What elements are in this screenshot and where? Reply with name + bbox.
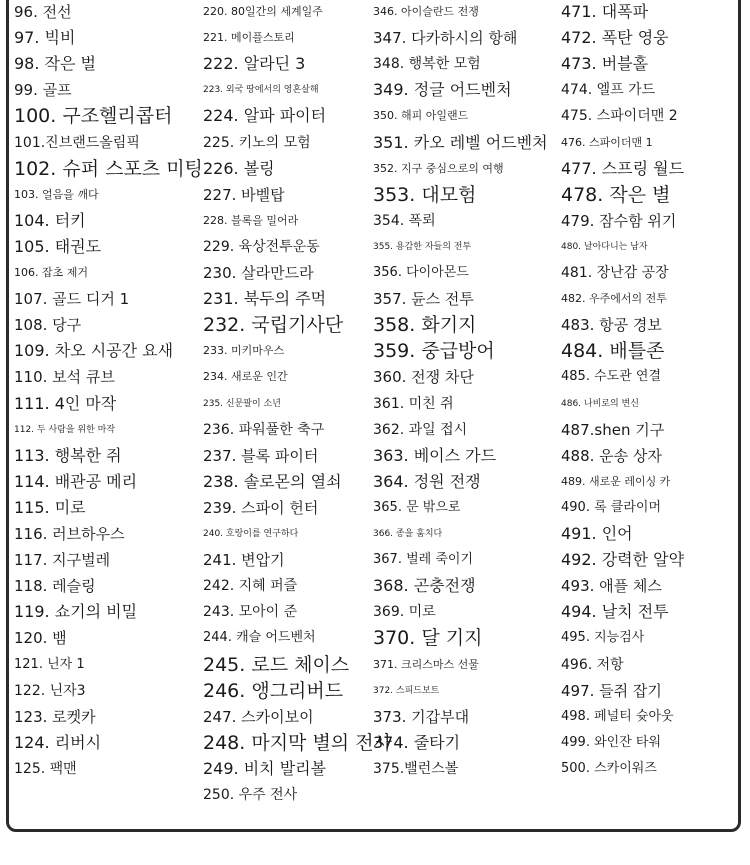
list-item: 365. 문 밖으로	[373, 499, 461, 515]
list-item: 231. 북두의 주먹	[203, 289, 327, 309]
list-item: 225. 키노의 모험	[203, 134, 311, 151]
list-item: 232. 국립기사단	[203, 314, 344, 337]
list-item: 102. 슈퍼 스포츠 미팅	[14, 157, 203, 180]
list-item: 348. 행복한 모험	[373, 56, 481, 73]
list-item: 487.shen 기구	[561, 420, 665, 439]
list-item: 483. 항공 경보	[561, 316, 662, 335]
list-item: 347. 다카하시의 항해	[373, 29, 518, 48]
list-item: 121. 닌자 1	[14, 656, 85, 672]
list-item: 249. 비치 발리볼	[203, 758, 327, 778]
list-item: 221. 메이플스토리	[203, 31, 295, 45]
list-item: 353. 대모험	[373, 183, 477, 206]
list-item: 112. 두 사람을 위한 마작	[14, 424, 116, 435]
list-item: 369. 미로	[373, 604, 436, 621]
list-item: 113. 행복한 쥐	[14, 445, 122, 465]
list-item: 499. 와인잔 타워	[561, 734, 662, 750]
list-item: 244. 캐슬 어드벤처	[203, 630, 316, 646]
list-item: 489. 새로운 레이싱 카	[561, 474, 671, 488]
list-item: 477. 스프링 월드	[561, 158, 685, 178]
list-item: 247. 스카이보이	[203, 707, 314, 726]
list-item: 108. 당구	[14, 316, 82, 335]
list-item: 227. 바벨탑	[203, 185, 285, 204]
list-item: 109. 차오 시공간 요새	[14, 341, 174, 361]
list-item: 122. 닌자3	[14, 682, 86, 699]
list-item: 118. 레슬링	[14, 577, 96, 596]
list-item: 250. 우주 전사	[203, 787, 298, 803]
list-item: 490. 록 클라이머	[561, 499, 662, 515]
list-item: 248. 마지막 별의 전사	[203, 731, 392, 754]
list-item: 99. 골프	[14, 81, 72, 100]
list-item: 474. 엘프 가드	[561, 82, 656, 99]
list-item: 246. 앵그리버드	[203, 679, 344, 702]
list-item: 115. 미로	[14, 497, 86, 517]
list-item: 120. 뱀	[14, 629, 67, 648]
list-item: 101.진브랜드올림픽	[14, 134, 140, 151]
list-item: 228. 블록을 밀어라	[203, 213, 299, 227]
list-item: 367. 벌레 죽이기	[373, 552, 474, 568]
list-item: 371. 크리스마스 선물	[373, 657, 479, 671]
list-item: 230. 살라만드라	[203, 264, 314, 282]
list-item: 356. 다이아몬드	[373, 265, 469, 280]
list-item: 500. 스카이워즈	[561, 760, 657, 776]
list-item: 495. 지능검사	[561, 630, 645, 646]
list-item: 496. 저항	[561, 656, 624, 673]
list-item: 486. 나비로의 변신	[561, 398, 639, 409]
list-item: 366. 종을 훔치다	[373, 529, 443, 539]
list-item: 239. 스파이 헌터	[203, 498, 319, 517]
list-item: 485. 수도관 연결	[561, 369, 662, 385]
list-item: 362. 과일 접시	[373, 421, 468, 438]
list-item: 497. 들쥐 잡기	[561, 681, 662, 700]
list-item: 96. 전선	[14, 3, 72, 21]
list-item: 119. 쇼기의 비밀	[14, 602, 138, 622]
list-item: 494. 날치 전투	[561, 602, 669, 622]
list-item: 475. 스파이더맨 2	[561, 108, 678, 125]
list-item: 488. 운송 상자	[561, 446, 662, 465]
list-item: 374. 줄타기	[373, 732, 461, 752]
list-item: 105. 태권도	[14, 236, 102, 256]
list-item: 359. 중급방어	[373, 340, 495, 363]
list-item: 498. 페널티 슛아웃	[561, 708, 674, 724]
list-item: 370. 달 기지	[373, 627, 483, 650]
list-item: 223. 외국 땅에서의 영혼살해	[203, 85, 319, 96]
list-item: 479. 잠수함 위기	[561, 211, 677, 230]
list-item: 124. 리버시	[14, 732, 102, 752]
list-item: 114. 배관공 메리	[14, 471, 138, 491]
list-item: 245. 로드 체이스	[203, 653, 350, 676]
list-item: 482. 우주에서의 전투	[561, 292, 667, 306]
list-item: 484. 배틀존	[561, 340, 665, 363]
list-item: 480. 날아다니는 남자	[561, 241, 648, 252]
list-item: 355. 용감한 자들의 전투	[373, 241, 472, 252]
list-item: 350. 해피 아일랜드	[373, 109, 469, 123]
list-item: 233. 미키마우스	[203, 344, 285, 358]
list-item: 375.밸런스볼	[373, 760, 459, 777]
list-item: 354. 폭뢰	[373, 212, 436, 229]
list-item: 111. 4인 마작	[14, 393, 117, 413]
list-item: 100. 구조헬리콥터	[14, 105, 173, 128]
list-item: 220. 80일간의 세계일주	[203, 5, 323, 18]
list-item: 471. 대폭파	[561, 2, 649, 21]
list-item: 116. 러브하우스	[14, 525, 125, 543]
list-item: 106. 잡초 제거	[14, 266, 88, 279]
list-item: 492. 강력한 알약	[561, 550, 685, 570]
list-item: 125. 팩맨	[14, 760, 77, 777]
list-item: 373. 기갑부대	[373, 707, 470, 726]
list-item: 235. 신문팔이 소년	[203, 398, 281, 409]
list-item: 360. 전쟁 차단	[373, 368, 474, 387]
list-item: 241. 변압기	[203, 551, 285, 570]
list-item: 224. 알파 파이터	[203, 106, 327, 126]
list-item: 103. 얼음을 깨다	[14, 187, 99, 201]
list-item: 104. 터키	[14, 210, 86, 230]
list-item: 236. 파워풀한 축구	[203, 421, 325, 438]
list-item: 361. 미친 쥐	[373, 395, 454, 412]
list-item: 352. 지구 중심으로의 여행	[373, 161, 504, 175]
list-item: 346. 아이슬란드 전쟁	[373, 5, 479, 18]
list-item: 351. 카오 레벨 어드벤처	[373, 132, 548, 152]
list-item: 481. 장난감 공장	[561, 265, 669, 281]
list-item: 472. 폭탄 영웅	[561, 28, 669, 48]
list-item: 243. 모아이 준	[203, 604, 298, 621]
list-item: 478. 작은 별	[561, 183, 671, 206]
list-item: 222. 알라딘 3	[203, 54, 306, 74]
list-item: 226. 볼링	[203, 158, 275, 178]
list-item: 234. 새로운 인간	[203, 370, 288, 384]
list-item: 476. 스파이더맨 1	[561, 135, 653, 149]
list-item: 372. 스피드보트	[373, 685, 440, 696]
list-item: 473. 버블홀	[561, 54, 649, 74]
list-item: 237. 블록 파이터	[203, 446, 319, 465]
list-item: 493. 애플 체스	[561, 577, 662, 596]
list-item: 123. 로켓카	[14, 707, 96, 726]
list-item: 368. 곤충전쟁	[373, 576, 476, 596]
list-item: 491. 인어	[561, 524, 633, 543]
list-item: 349. 정글 어드벤처	[373, 80, 512, 100]
list-item: 97. 빅비	[14, 28, 76, 48]
list-item: 242. 지혜 퍼즐	[203, 578, 298, 595]
list-item: 110. 보석 큐브	[14, 368, 115, 387]
list-item: 240. 호랑이를 연구하다	[203, 529, 299, 539]
list-item: 238. 솔로몬의 열쇠	[203, 471, 342, 491]
list-item: 229. 육상전투운동	[203, 238, 320, 255]
list-item: 358. 화기지	[373, 314, 477, 337]
list-item: 98. 작은 벌	[14, 54, 96, 74]
list-item: 363. 베이스 가드	[373, 445, 497, 465]
list-item: 117. 지구벌레	[14, 551, 111, 570]
list-item: 357. 듄스 전투	[373, 290, 474, 309]
list-item: 107. 골드 디거 1	[14, 290, 130, 309]
list-item: 364. 정원 전쟁	[373, 471, 481, 491]
